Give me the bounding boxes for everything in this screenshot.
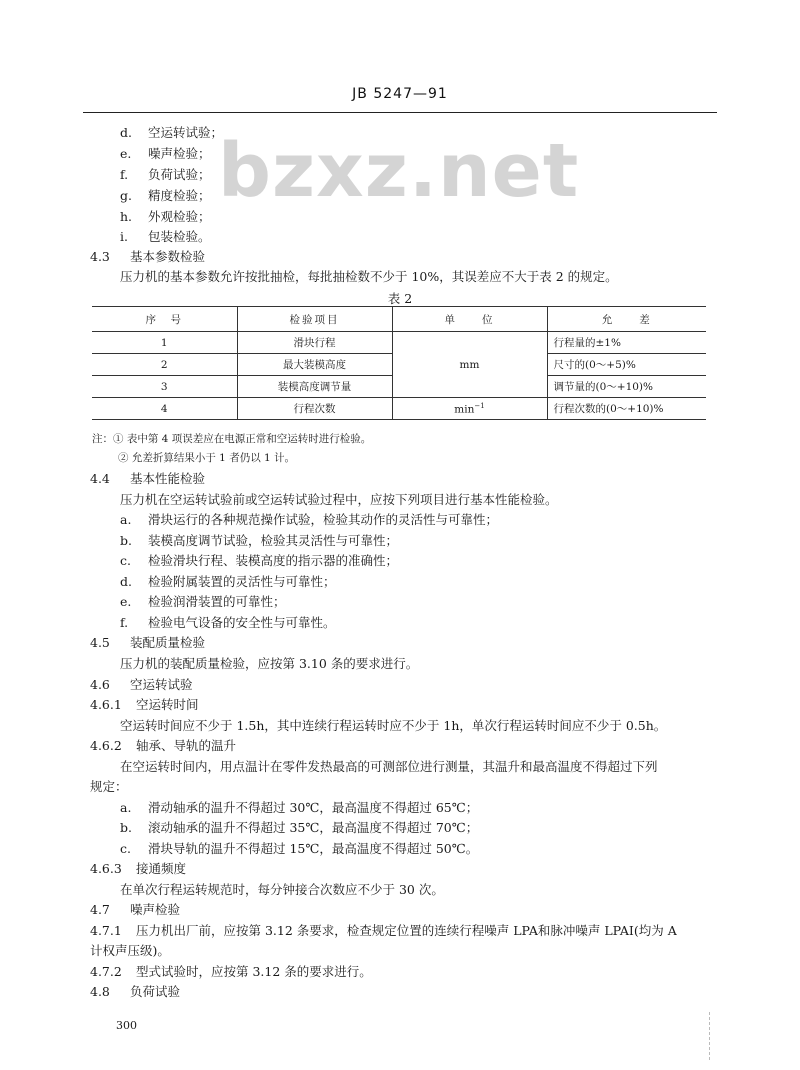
section-4-7-heading: 4.7 噪声检验	[90, 902, 181, 917]
section-4-3-heading: 4.3 基本参数检验	[90, 249, 206, 264]
cell-tolerance: 行程量的±1%	[547, 332, 706, 354]
section-4-7-2-body: 4.7.2 型式试验时，应按第 3.12 条的要求进行。	[90, 964, 372, 979]
section-4-6-2-body: 在空运转时间内，用点温计在零件发热最高的可测部位进行测量，其温升和最高温度不得超过下列	[120, 759, 658, 774]
list-item: e. 检验润滑装置的可靠性；	[120, 594, 286, 609]
cell-no: 1	[92, 332, 237, 354]
cell-no: 2	[92, 354, 237, 376]
section-4-6-heading: 4.6 空运转试验	[90, 677, 193, 692]
section-4-6-2-body-cont: 规定：	[90, 779, 128, 794]
table-row	[92, 398, 706, 420]
section-4-6-2-heading: 4.6.2 轴承、导轨的温升	[90, 738, 237, 753]
cell-tolerance: 行程次数的(0～+10)%	[547, 398, 706, 420]
list-item: c. 滑块导轨的温升不得超过 15℃，最高温度不得超过 50℃。	[120, 841, 479, 856]
section-4-6-3-body: 在单次行程运转规范时，每分钟接合次数应不少于 30 次。	[120, 882, 444, 897]
cell-no: 4	[92, 398, 237, 420]
section-4-6-3-heading: 4.6.3 接通频度	[90, 861, 187, 876]
table-note-2: ② 允差折算结果小于 1 者仍以 1 计。	[118, 452, 296, 464]
cell-item: 滑块行程	[237, 332, 392, 354]
list-item: f. 负荷试验；	[120, 167, 211, 182]
cell-item: 装模高度调节量	[237, 376, 392, 398]
section-4-4-intro: 压力机在空运转试验前或空运转试验过程中，应按下列项目进行基本性能检验。	[120, 492, 558, 507]
basic-parameter-table	[92, 306, 706, 420]
list-item: b. 滚动轴承的温升不得超过 35℃，最高温度不得超过 70℃；	[120, 820, 479, 835]
list-item: g. 精度检验；	[120, 188, 211, 203]
cell-item: 最大装模高度	[237, 354, 392, 376]
column-header: 单 位	[392, 307, 547, 332]
section-4-6-1-body: 空运转时间应不少于 1.5h，其中连续行程运转时应不少于 1h，单次行程运转时间应不少于 0.5h。	[120, 718, 667, 733]
section-4-7-1-body: 4.7.1 压力机出厂前，应按第 3.12 条要求，检查规定位置的连续行程噪声 LPA和脉冲噪声 LPAI(均为 A	[90, 923, 677, 938]
table-caption: 表 2	[387, 291, 413, 306]
unit-exponent: −1	[474, 401, 485, 410]
column-header: 序 号	[92, 307, 237, 332]
column-header: 允 差	[547, 307, 706, 332]
unit-base: min	[454, 403, 475, 416]
list-item: c. 检验滑块行程、装模高度的指示器的准确性；	[120, 553, 399, 568]
section-4-6-1-heading: 4.6.1 空运转时间	[90, 697, 199, 712]
list-item: d. 空运转试验；	[120, 125, 224, 140]
list-item: d. 检验附属装置的灵活性与可靠性；	[120, 574, 336, 589]
section-4-5-heading: 4.5 装配质量检验	[90, 635, 206, 650]
list-item: e. 噪声检验；	[120, 146, 211, 161]
list-item: f. 检验电气设备的安全性与可靠性。	[120, 615, 336, 630]
header-rule	[83, 112, 717, 113]
cell-item: 行程次数	[237, 398, 392, 420]
cell-tolerance: 尺寸的(0～+5)%	[547, 354, 706, 376]
cell-no: 3	[92, 376, 237, 398]
table-note-1: 注：① 表中第 4 项误差应在电源正常和空运转时进行检验。	[92, 433, 372, 445]
scan-edge-mark	[709, 1012, 710, 1060]
list-item: a. 滑动轴承的温升不得超过 30℃，最高温度不得超过 65℃；	[120, 800, 479, 815]
list-item: i. 包装检验。	[120, 229, 211, 244]
cell-tolerance: 调节量的(0～+10)%	[547, 376, 706, 398]
list-item: a. 滑块运行的各种规范操作试验，检验其动作的灵活性与可靠性；	[120, 512, 499, 527]
section-4-4-heading: 4.4 基本性能检验	[90, 471, 206, 486]
list-item: b. 装模高度调节试验，检验其灵活性与可靠性；	[120, 533, 399, 548]
column-header: 检验项目	[237, 307, 392, 332]
watermark: bzxz.net	[218, 128, 580, 214]
list-item: h. 外观检验；	[120, 209, 211, 224]
section-4-8-heading: 4.8 负荷试验	[90, 984, 181, 999]
section-4-3-body: 压力机的基本参数允许按批抽检，每批抽检数不少于 10%，其误差应不大于表 2 的规定。	[120, 269, 618, 284]
cell-unit-min	[392, 398, 547, 420]
table-header-row	[92, 307, 706, 332]
document-code-header: JB 5247—91	[352, 86, 448, 102]
page-number: 300	[116, 1019, 137, 1032]
section-4-5-body: 压力机的装配质量检验，应按第 3.10 条的要求进行。	[120, 656, 419, 671]
table-row	[92, 332, 706, 354]
section-4-7-1-body-cont: 计权声压级)。	[90, 943, 170, 958]
cell-unit-mm: mm	[392, 332, 547, 398]
